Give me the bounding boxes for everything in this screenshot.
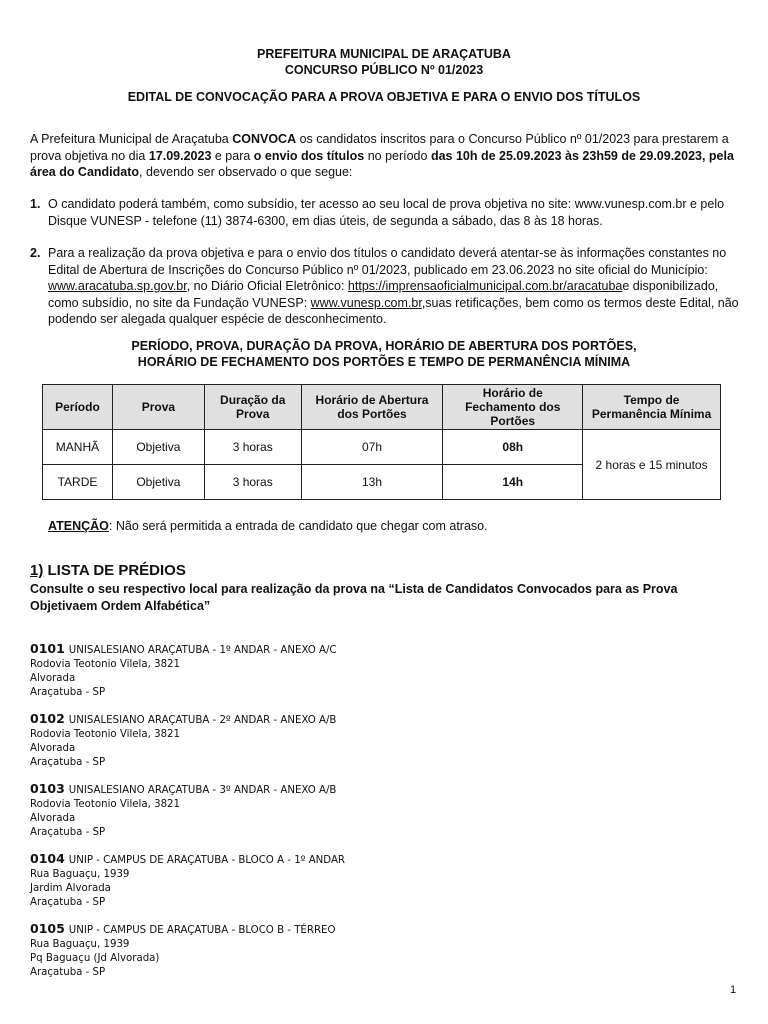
header-gate-opening: Horário de Abertura dos Portões	[301, 385, 443, 430]
cell-gate-opening: 07h	[301, 430, 443, 465]
cell-duration: 3 horas	[204, 465, 301, 500]
cell-period: TARDE	[43, 465, 113, 500]
intro-text-5: e para	[211, 148, 254, 163]
cell-duration: 3 horas	[204, 430, 301, 465]
intro-convoca: CONVOCA	[232, 132, 297, 146]
schedule-title-line-1: PERÍODO, PROVA, DURAÇÃO DA PROVA, HORÁRIO DE ABERTURA DOS PORTÕES,	[131, 339, 637, 353]
building-street: Rodovia Teotonio Vilela, 3821	[30, 659, 181, 670]
contest-title: CONCURSO PÚBLICO Nº 01/2023	[284, 63, 484, 77]
header-period: Período	[43, 385, 113, 430]
page-number: 1	[730, 984, 737, 996]
section-1-title	[30, 562, 186, 579]
item-2-part-1: Para a realização da prova objetiva e para o envio dos títulos o candidato deverá atentar-se às informações constantes no Edital de Abertura de Inscrições do Concurso Público nº 01/2023, publicado em 23.06.2023 no site oficial do Município:	[48, 246, 727, 277]
building-city: Araçatuba - SP	[30, 827, 106, 838]
attention-note	[48, 519, 488, 533]
building-street: Rua Baguaçu, 1939	[30, 939, 130, 950]
building-district: Alvorada	[30, 743, 76, 754]
building-name: UNIP - CAMPUS DE ARAÇATUBA - BLOCO B - TÉRREO	[68, 925, 336, 936]
building-district: Pq Baguaçu (Jd Alvorada)	[30, 953, 160, 964]
intro-exam-date: 17.09.2023	[148, 148, 212, 163]
building-district: Jardim Alvorada	[30, 883, 111, 894]
building-entry	[30, 852, 345, 910]
schedule-title-line-2: HORÁRIO DE FECHAMENTO DOS PORTÕES E TEMPO DE PERMANÊNCIA MÍNIMA	[137, 355, 631, 369]
schedule-table	[42, 384, 721, 500]
edital-title: EDITAL DE CONVOCAÇÃO PARA A PROVA OBJETIVA E PARA O ENVIO DOS TÍTULOS	[127, 90, 641, 104]
building-city: Araçatuba - SP	[30, 757, 106, 768]
item-2-part-4: ,suas retificações, bem como os termos deste Edital, não podendo ser alegada qualquer espécie de desconhecimento.	[48, 295, 739, 326]
cell-gate-opening: 13h	[301, 465, 443, 500]
item-1	[30, 196, 742, 229]
building-city: Araçatuba - SP	[30, 687, 106, 698]
intro-period: das 10h de 25.09.2023 às 23h59 de 29.09.2023, pela área do Candidato	[30, 148, 734, 179]
building-code: 0105	[30, 921, 65, 936]
cell-period: MANHÃ	[43, 430, 113, 465]
building-street: Rodovia Teotonio Vilela, 3821	[30, 799, 181, 810]
item-1-number: 1.	[30, 197, 41, 211]
intro-text-1: A Prefeitura Municipal de Araçatuba	[30, 132, 233, 146]
building-name: UNISALESIANO ARAÇATUBA - 1º ANDAR - ANEXO A/C	[68, 645, 337, 656]
building-code: 0103	[30, 781, 65, 796]
section-1-number: 1)	[30, 562, 44, 579]
building-street: Rodovia Teotonio Vilela, 3821	[30, 729, 181, 740]
intro-paragraph	[30, 131, 742, 181]
item-2-part-3: e disponibilizado, como subsídio, no site da Fundação VUNESP:	[48, 279, 719, 310]
item-2	[30, 245, 742, 328]
building-code: 0101	[30, 641, 65, 656]
cell-gate-closing: 14h	[443, 465, 583, 500]
cell-min-stay: 2 horas e 15 minutos	[583, 430, 721, 500]
building-entry	[30, 922, 335, 980]
building-city: Araçatuba - SP	[30, 897, 106, 908]
building-street: Rua Baguaçu, 1939	[30, 869, 130, 880]
intro-text-9: , devendo ser observado o que segue:	[139, 165, 353, 179]
building-entry	[30, 712, 336, 770]
header-exam: Prova	[112, 385, 204, 430]
section-1-subtitle: Consulte o seu respectivo local para realização da prova na “Lista de Candidatos Convocados para as Prova Objetivaem Ordem Alfabética”	[30, 582, 678, 613]
building-name: UNIP - CAMPUS DE ARAÇATUBA - BLOCO A - 1º ANDAR	[68, 855, 346, 866]
section-1-heading: LISTA DE PRÉDIOS	[43, 562, 186, 579]
municipality-site-link[interactable]: www.aracatuba.sp.gov.br	[48, 279, 187, 293]
header-duration: Duração da Prova	[204, 385, 301, 430]
building-district: Alvorada	[30, 673, 76, 684]
official-diary-link[interactable]: https://imprensaoficialmunicipal.com.br/aracatuba	[347, 279, 623, 293]
org-title: PREFEITURA MUNICIPAL DE ARAÇATUBA	[257, 47, 511, 61]
item-2-text	[48, 245, 742, 328]
building-entry	[30, 782, 336, 840]
vunesp-site-link[interactable]: www.vunesp.com.br	[310, 295, 422, 310]
item-2-part-2: , no Diário Oficial Eletrônico:	[186, 279, 348, 293]
header-gate-closing: Horário de Fechamento dos Portões	[443, 385, 583, 430]
item-2-number: 2.	[30, 246, 41, 260]
attention-label: ATENÇÃO	[48, 519, 109, 533]
schedule-header-row	[43, 385, 721, 430]
cell-gate-closing: 08h	[443, 430, 583, 465]
building-name: UNISALESIANO ARAÇATUBA - 3º ANDAR - ANEXO A/B	[68, 785, 337, 796]
building-code: 0104	[30, 851, 65, 866]
building-city: Araçatuba - SP	[30, 967, 106, 978]
cell-exam: Objetiva	[112, 465, 204, 500]
building-code: 0102	[30, 711, 65, 726]
building-entry	[30, 642, 337, 700]
building-district: Alvorada	[30, 813, 76, 824]
intro-text-7: no período	[364, 148, 431, 163]
intro-text-3: os candidatos inscritos para o Concurso Público nº 01/2023 para prestarem a prova objetiva no dia	[30, 132, 729, 163]
cell-exam: Objetiva	[112, 430, 204, 465]
table-row	[43, 430, 721, 465]
intro-titles: o envio dos títulos	[253, 148, 365, 163]
item-1-text: O candidato poderá também, como subsídio, ter acesso ao seu local de prova objetiva no site: www.vunesp.com.br e pelo Disque VUNESP - telefone (11) 3874-6300, em dias úteis, de segunda a sábado, das 8 às 18 horas.	[48, 197, 725, 228]
attention-text: : Não será permitida a entrada de candidato que chegar com atraso.	[108, 519, 488, 533]
header-min-stay: Tempo de Permanência Mínima	[583, 385, 721, 430]
building-name: UNISALESIANO ARAÇATUBA - 2º ANDAR - ANEXO A/B	[68, 715, 337, 726]
